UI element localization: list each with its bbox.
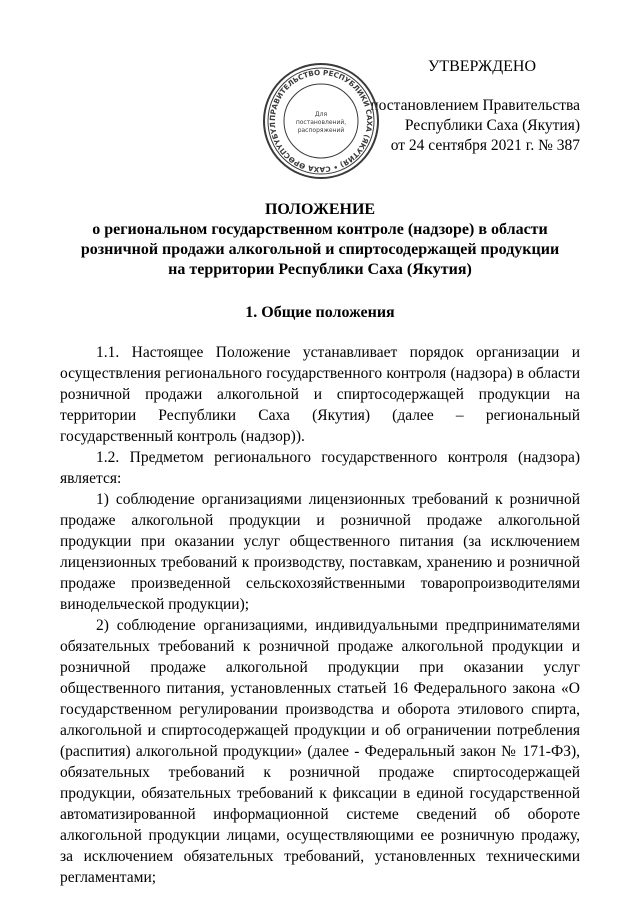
paragraph-1-2: 1.2. Предметом регионального государственного контроля (надзора) является: bbox=[60, 449, 580, 487]
seal-center-line3: распоряжений bbox=[297, 127, 345, 134]
document-subtitle-line1: о региональном государственном контроле (надзоре) в области bbox=[92, 221, 548, 238]
seal-graphic bbox=[262, 62, 380, 180]
official-seal bbox=[262, 62, 380, 180]
seal-center-line2: постановлений, bbox=[295, 119, 347, 126]
document-subtitle-line3: на территории Республики Саха (Якутия) bbox=[168, 261, 472, 278]
section-heading: 1. Общие положения bbox=[245, 304, 395, 321]
approval-republic-line: Республики Саха (Якутия) bbox=[404, 117, 580, 134]
approval-date-line: от 24 сентября 2021 г. № 387 bbox=[390, 137, 580, 154]
document-title-block bbox=[60, 200, 580, 280]
document-subtitle-line2: розничной продажи алкогольной и спиртосодержащей продукции bbox=[80, 241, 560, 258]
approval-status: УТВЕРЖДЕНО bbox=[428, 58, 537, 75]
document-title: ПОЛОЖЕНИЕ bbox=[264, 201, 376, 218]
paragraph-item-2: 2) соблюдение организациями, индивидуальными предпринимателями обязательных требований к розничной продаже алкогольной продукции и розничной продаже алкогольной продукции при оказании услуг общественного питания, установленных статьей 16 Федерального закона «О государственном регулировании производства и оборота этилового спирта, алкогольной и спиртосодержащей продукции и об ограничении потребления (распития) алкогольной продукции» (далее - Федеральный закон № 171-ФЗ), обязательных требований к розничной продаже спиртосодержащей продукции, обязательных требований к фиксации в единой государственной автоматизированной информационной системе сведений об обороте алкогольной продукции лицами, осуществляющими ее розничную продажу, за исключением обязательных требований, установленных техническими регламентами; bbox=[60, 617, 580, 886]
approval-decree-line: постановлением Правительства bbox=[370, 97, 580, 114]
seal-center-line1: Для bbox=[314, 111, 328, 118]
paragraph-item-1: 1) соблюдение организациями лицензионных требований к розничной продаже алкогольной продукции и розничной продаже алкогольной продукции при оказании услуг общественного питания (за исключением лицензионных требований к производству, поставкам, хранению и розничной продаже произведенной сельскохозяйственными товаропроизводителями винодельческой продукции); bbox=[60, 491, 580, 613]
document-body bbox=[60, 342, 580, 888]
paragraph-1-1: 1.1. Настоящее Положение устанавливает порядок организации и осуществления регионального государственного контроля (надзора) в области розничной продажи алкогольной и спиртосодержащей продукции на территории Республики Саха (Якутия) (далее – региональный государственный контроль (надзор)). bbox=[60, 344, 580, 445]
seal-ring-text: ПРАВИТЕЛЬСТВО РЕСПУБЛИКИ САХА (ЯКУТИЯ) • САХА ӨРӨСПҮҮБҮЛ bbox=[267, 67, 375, 175]
